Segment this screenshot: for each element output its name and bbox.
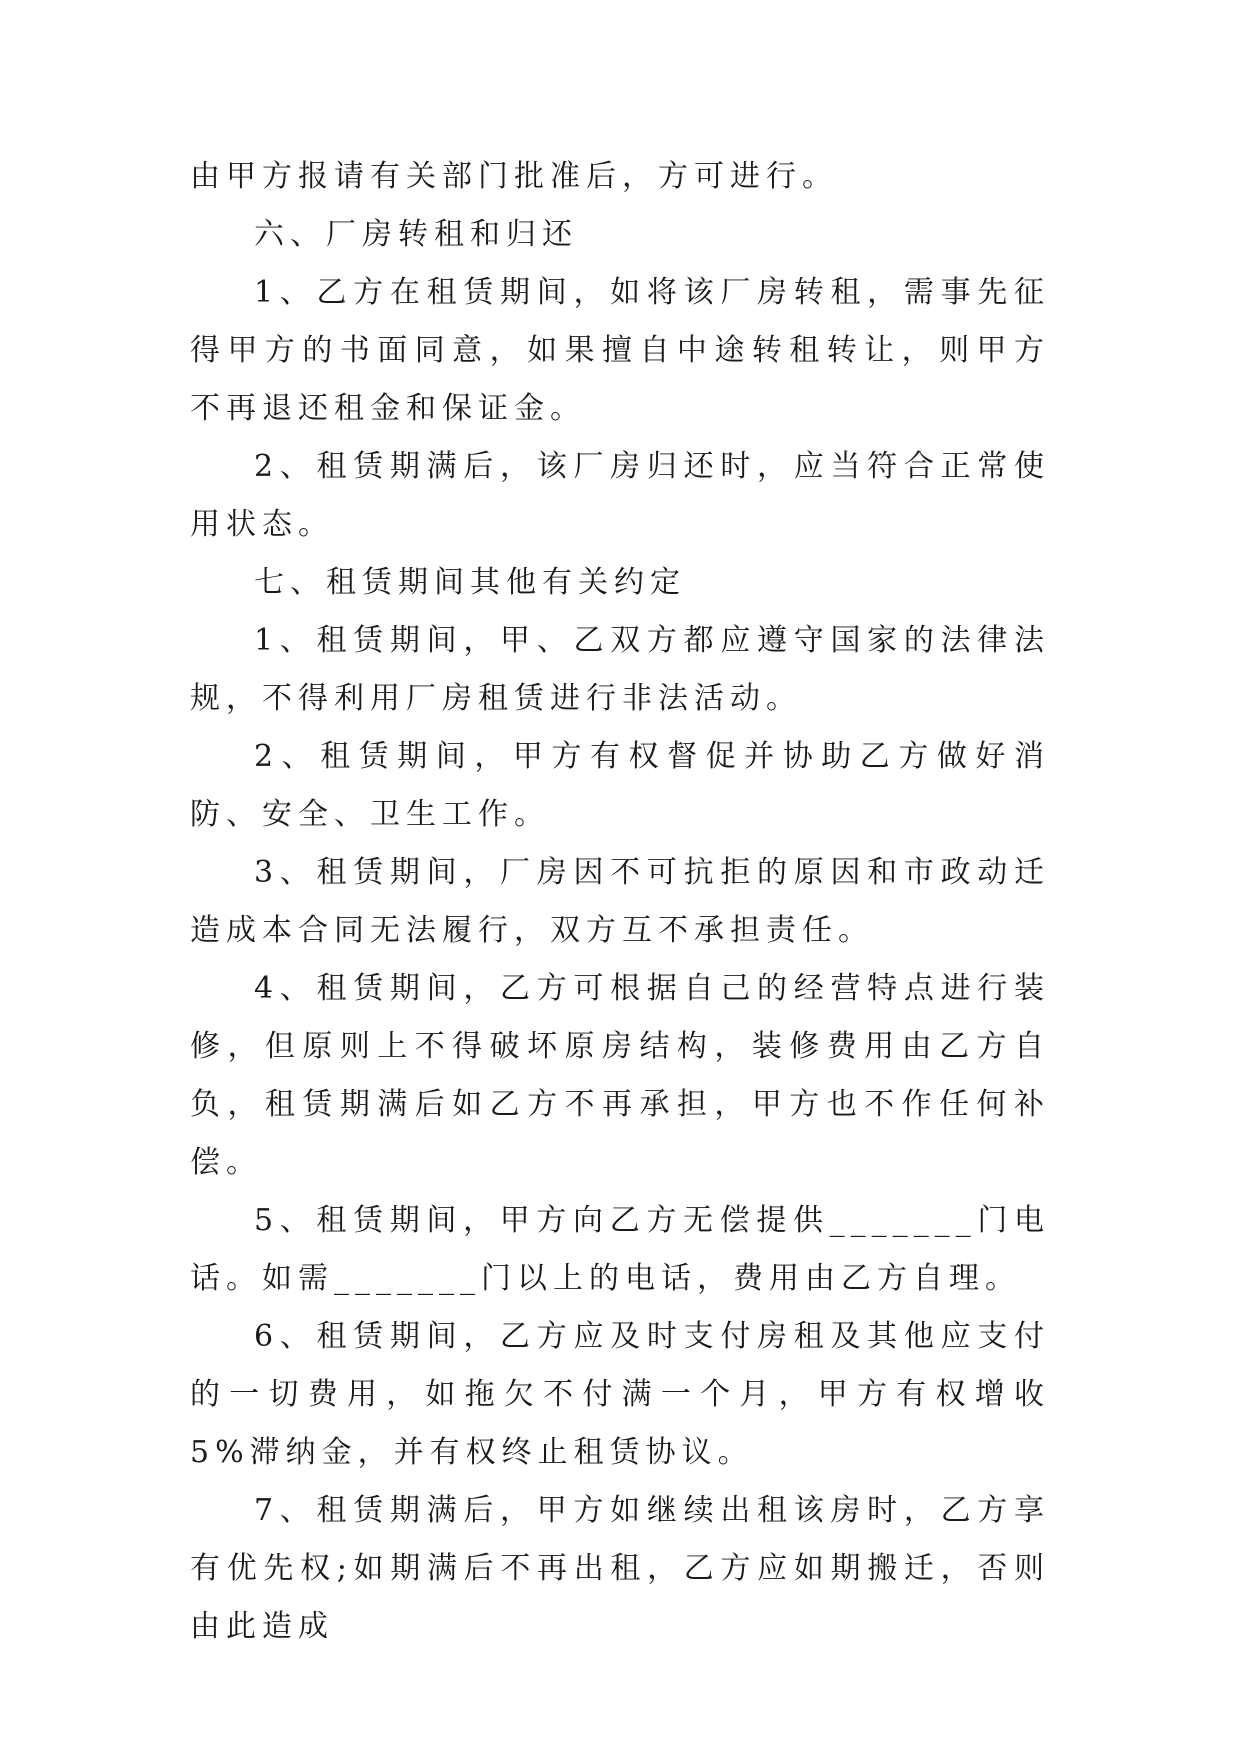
paragraph-six-1: 1、乙方在租赁期间，如将该厂房转租，需事先征得甲方的书面同意，如果擅自中途转租转让，则甲方不再退还租金和保证金。: [190, 275, 1050, 426]
section-heading-six: 六、厂房转租和归还: [254, 217, 578, 252]
paragraph-seven-6: 6、租赁期间，乙方应及时支付房租及其他应支付的一切费用，如拖欠不付满一个月，甲方有权增收 5%滞纳金，并有权终止租赁协议。: [190, 1319, 1050, 1470]
paragraph-seven-2: 2、租赁期间，甲方有权督促并协助乙方做好消防、安全、卫生工作。: [190, 739, 1050, 832]
paragraph-seven-3: 3、租赁期间，厂房因不可抗拒的原因和市政动迁造成本合同无法履行，双方互不承担责任。: [190, 855, 1050, 948]
paragraph-six-2: 2、租赁期满后，该厂房归还时，应当符合正常使用状态。: [190, 449, 1050, 542]
paragraph-seven-7: 7、租赁期满后，甲方如继续出租该房时，乙方享有优先权;如期满后不再出租，乙方应如期搬迁，否则由此造成: [190, 1493, 1050, 1644]
paragraph-seven-4: 4、租赁期间，乙方可根据自己的经营特点进行装修，但原则上不得破坏原房结构，装修费用由乙方自负，租赁期满后如乙方不再承担，甲方也不作任何补偿。: [190, 971, 1050, 1180]
paragraph-seven-5: 5、租赁期间，甲方向乙方无偿提供_______门电话。如需_______门以上的电话，费用由乙方自理。: [190, 1203, 1050, 1296]
paragraph-seven-1: 1、租赁期间，甲、乙双方都应遵守国家的法律法规，不得利用厂房租赁进行非法活动。: [190, 623, 1050, 716]
document-body: [190, 148, 1050, 1656]
paragraph-continuation: 由甲方报请有关部门批准后，方可进行。: [190, 159, 838, 194]
section-heading-seven: 七、租赁期间其他有关约定: [254, 565, 686, 600]
